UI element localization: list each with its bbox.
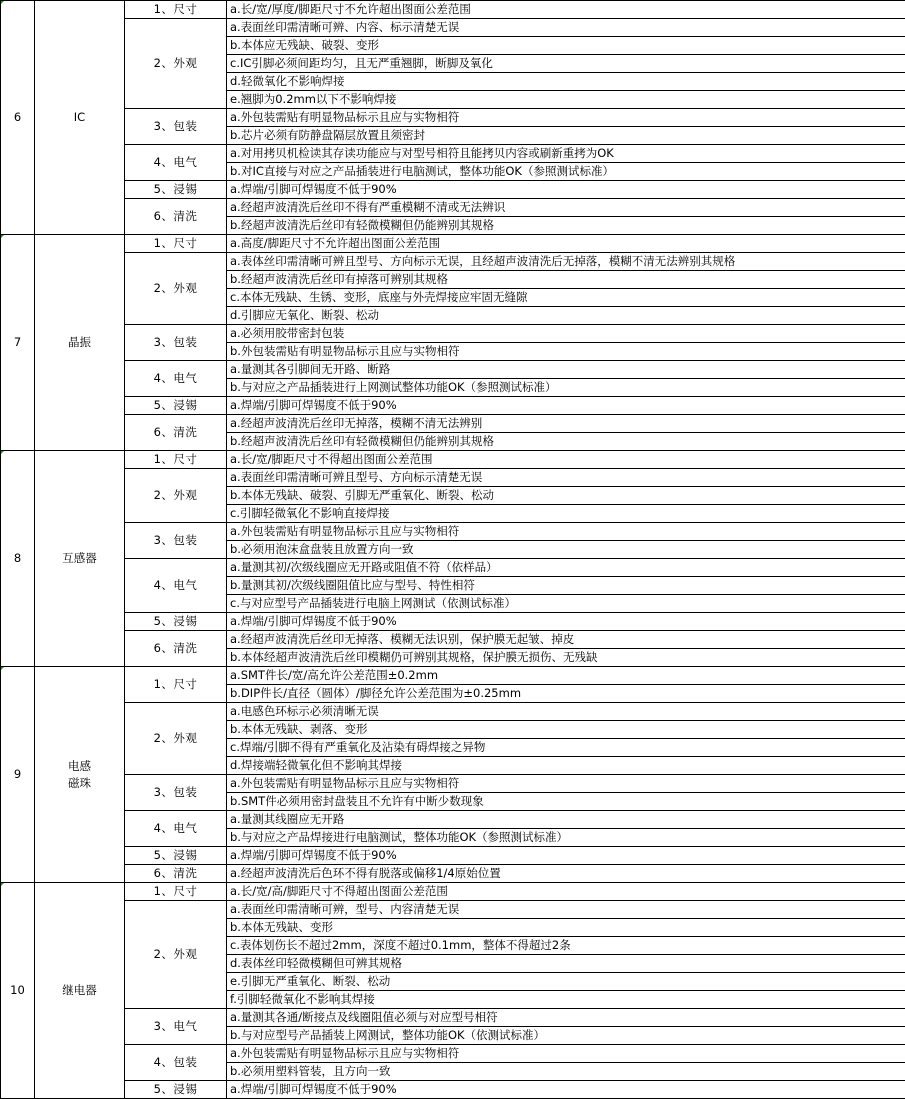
inspection-criterion: d.轻微氧化不影响焊接	[227, 73, 905, 91]
inspection-criterion: b.与对应型号产品插装上网测试，整体功能OK（依测试标准）	[227, 1027, 905, 1045]
inspection-criterion: a.外包装需贴有明显物品标示且应与实物相符	[227, 109, 905, 127]
table-row	[1, 703, 905, 721]
inspection-category: 1、尺寸	[125, 667, 227, 703]
inspection-category: 6、清洗	[125, 865, 227, 883]
table-row	[1, 901, 905, 919]
table-row	[1, 415, 905, 433]
table-row	[1, 469, 905, 487]
inspection-criterion: b.必须用塑料管装，且方向一致	[227, 1063, 905, 1081]
component-name	[35, 667, 125, 883]
inspection-category: 5、浸锡	[125, 613, 227, 631]
table-row	[1, 559, 905, 577]
component-name	[35, 883, 125, 1099]
item-number	[1, 1, 35, 235]
inspection-criterion: a.对用拷贝机检读其存读功能应与对型号相符且能拷贝内容或刷新重拷为OK	[227, 145, 905, 163]
item-number	[1, 667, 35, 883]
inspection-category: 6、清洗	[125, 631, 227, 667]
cell-marker-icon	[1, 667, 6, 672]
component-name	[35, 1, 125, 235]
inspection-criterion: b.经超声波清洗后丝印有轻微模糊但仍能辨别其规格	[227, 433, 905, 451]
inspection-category: 2、外观	[125, 901, 227, 1009]
inspection-criterion: a.焊端/引脚可焊锡度不低于90%	[227, 397, 905, 415]
inspection-criterion: a.外包装需贴有明显物品标示且应与实物相符	[227, 775, 905, 793]
inspection-criterion: f.引脚轻微氧化不影响其焊接	[227, 991, 905, 1009]
inspection-criterion: b.本体无残缺、剥落、变形	[227, 721, 905, 739]
inspection-category: 5、浸锡	[125, 1081, 227, 1099]
inspection-category: 4、包装	[125, 1045, 227, 1081]
inspection-criterion: b.与对应之产品焊接进行电脑测试，整体功能OK（参照测试标准）	[227, 829, 905, 847]
inspection-criterion: a.量测其各通/断接点及线圈阻值必须与对应型号相符	[227, 1009, 905, 1027]
component-name-label: 电感 磁珠	[68, 758, 91, 790]
inspection-criterion: b.本体经超声波清洗后丝印模糊仍可辨别其规格，保护膜无损伤、无残缺	[227, 649, 905, 667]
item-number	[1, 883, 35, 1099]
inspection-category: 5、浸锡	[125, 847, 227, 865]
inspection-criterion: a.焊端/引脚可焊锡度不低于90%	[227, 1081, 905, 1099]
table-row	[1, 811, 905, 829]
table-row	[1, 199, 905, 217]
inspection-category: 3、电气	[125, 1009, 227, 1045]
inspection-criterion: c.表体划伤长不超过2mm，深度不超过0.1mm，整体不得超过2条	[227, 937, 905, 955]
inspection-category: 4、电气	[125, 145, 227, 181]
cell-marker-icon	[1, 235, 6, 240]
inspection-criterion: a.电感色环标示必须清晰无误	[227, 703, 905, 721]
table-row	[1, 865, 905, 883]
table-row	[1, 361, 905, 379]
component-name-label: 继电器	[62, 983, 97, 997]
inspection-criterion: c.本体无残缺、生锈、变形，底座与外壳焊接应牢固无缝隙	[227, 289, 905, 307]
inspection-criterion: a.表面丝印需清晰可辨，型号、内容清楚无误	[227, 901, 905, 919]
inspection-criterion: e.引脚无严重氧化、断裂、松动	[227, 973, 905, 991]
inspection-criterion: a.量测其线圈应无开路	[227, 811, 905, 829]
table-row	[1, 253, 905, 271]
table-row	[1, 775, 905, 793]
inspection-criterion: d.引脚应无氧化、断裂、松动	[227, 307, 905, 325]
table-row	[1, 667, 905, 685]
table-row	[1, 109, 905, 127]
table-row	[1, 397, 905, 415]
inspection-criterion: b.外包装需贴有明显物品标示且应与实物相符	[227, 343, 905, 361]
inspection-criterion: b.对IC直接与对应之产品插装进行电脑测试，整体功能OK（参照测试标准）	[227, 163, 905, 181]
inspection-criterion: a.表面丝印需清晰可辨且型号、方向标示清楚无误	[227, 469, 905, 487]
inspection-criterion: b.经超声波清洗后丝印有轻微模糊但仍能辨别其规格	[227, 217, 905, 235]
inspection-category: 3、包装	[125, 109, 227, 145]
inspection-criterion: b.芯片必须有防静盘隔层放置且须密封	[227, 127, 905, 145]
component-name-label: IC	[73, 110, 86, 124]
table-row	[1, 883, 905, 901]
item-number	[1, 235, 35, 451]
inspection-category: 3、包装	[125, 775, 227, 811]
inspection-category: 2、外观	[125, 253, 227, 325]
inspection-criterion: b.本体无残缺、变形	[227, 919, 905, 937]
inspection-category: 6、清洗	[125, 199, 227, 235]
item-number-label: 6	[13, 110, 22, 124]
inspection-category: 3、包装	[125, 523, 227, 559]
inspection-category: 5、浸锡	[125, 181, 227, 199]
inspection-category: 2、外观	[125, 469, 227, 523]
inspection-criterion: a.外包装需贴有明显物品标示且应与实物相符	[227, 523, 905, 541]
table-row	[1, 181, 905, 199]
inspection-criterion: a.表面丝印需清晰可辨、内容、标示清楚无误	[227, 19, 905, 37]
inspection-criterion: b.DIP件长/直径（圆体）/脚径允许公差范围为±0.25mm	[227, 685, 905, 703]
inspection-criterion: d.焊接端轻微氧化但不影响其焊接	[227, 757, 905, 775]
item-number-label: 8	[13, 551, 22, 565]
table-row	[1, 1081, 905, 1099]
inspection-criterion: a.焊端/引脚可焊锡度不低于90%	[227, 613, 905, 631]
inspection-category: 1、尺寸	[125, 235, 227, 253]
inspection-criterion: a.经超声波清洗后色环不得有脱落或偏移1/4原始位置	[227, 865, 905, 883]
inspection-criterion: c.焊端/引脚不得有严重氧化及沾染有碍焊接之异物	[227, 739, 905, 757]
table-row	[1, 145, 905, 163]
inspection-criterion: a.量测其初/次级线圈应无开路或阻值不符（依样品）	[227, 559, 905, 577]
inspection-criterion: a.焊端/引脚可焊锡度不低于90%	[227, 181, 905, 199]
inspection-category: 2、外观	[125, 19, 227, 109]
inspection-criterion: a.长/宽/厚度/脚距尺寸不允许超出图面公差范围	[227, 1, 905, 19]
component-name-label: 晶振	[68, 335, 91, 349]
inspection-criterion: a.焊端/引脚可焊锡度不低于90%	[227, 847, 905, 865]
inspection-category: 1、尺寸	[125, 451, 227, 469]
table-row	[1, 523, 905, 541]
inspection-criterion: b.与对应之产品插装进行上网测试整体功能OK（参照测试标准）	[227, 379, 905, 397]
table-row	[1, 1009, 905, 1027]
table-row	[1, 235, 905, 253]
inspection-category: 5、浸锡	[125, 397, 227, 415]
inspection-criterion: a.SMT件长/宽/高允许公差范围±0.2mm	[227, 667, 905, 685]
table-row	[1, 451, 905, 469]
inspection-category: 3、包装	[125, 325, 227, 361]
inspection-criterion: b.量测其初/次级线圈阻值比应与型号、特性相符	[227, 577, 905, 595]
inspection-criterion: a.经超声波清洗后丝印不得有严重模糊不清或无法辨识	[227, 199, 905, 217]
table-body	[1, 1, 905, 1099]
inspection-criterion: a.外包装需贴有明显物品标示且应与实物相符	[227, 1045, 905, 1063]
component-name	[35, 235, 125, 451]
inspection-criterion: c.引脚轻微氧化不影响直接焊接	[227, 505, 905, 523]
cell-marker-icon	[1, 1, 6, 6]
inspection-criterion: b.SMT件必须用密封盘装且不允许有中断少数现象	[227, 793, 905, 811]
inspection-criterion: b.经超声波清洗后丝印有掉落可辨别其规格	[227, 271, 905, 289]
table-row	[1, 613, 905, 631]
table-row	[1, 325, 905, 343]
inspection-criterion: d.表体丝印轻微模糊但可辨其规格	[227, 955, 905, 973]
inspection-criterion: a.经超声波清洗后丝印无掉落、模糊无法识别，保护膜无起皱、掉皮	[227, 631, 905, 649]
table-row	[1, 1, 905, 19]
item-number-label: 7	[13, 335, 22, 349]
item-number	[1, 451, 35, 667]
component-name	[35, 451, 125, 667]
table-row	[1, 19, 905, 37]
item-number-label: 9	[13, 767, 22, 781]
inspection-criterion: c.IC引脚必须间距均匀，且无严重翘脚，断脚及氧化	[227, 55, 905, 73]
inspection-criterion: a.表体丝印需清晰可辨且型号、方向标示无误，且经超声波清洗后无掉落，模糊不清无法辨别其规格	[227, 253, 905, 271]
table-row	[1, 847, 905, 865]
table-row	[1, 631, 905, 649]
inspection-criterion: a.必须用胶带密封包装	[227, 325, 905, 343]
inspection-criterion: e.翘脚为0.2mm以下不影响焊接	[227, 91, 905, 109]
inspection-category: 1、尺寸	[125, 1, 227, 19]
inspection-criterion: a.量测其各引脚间无开路、断路	[227, 361, 905, 379]
inspection-criterion: b.必须用泡沫盒盘装且放置方向一致	[227, 541, 905, 559]
item-number-label: 10	[10, 983, 25, 997]
cell-marker-icon	[1, 451, 6, 456]
inspection-criterion: a.长/宽/高/脚距尺寸不得超出图面公差范围	[227, 883, 905, 901]
cell-marker-icon	[1, 883, 6, 888]
inspection-criterion: b.本体无残缺、破裂、引脚无严重氧化、断裂、松动	[227, 487, 905, 505]
inspection-criterion: b.本体应无残缺、破裂、变形	[227, 37, 905, 55]
inspection-category: 4、电气	[125, 811, 227, 847]
inspection-criterion: a.高度/脚距尺寸不允许超出图面公差范围	[227, 235, 905, 253]
table-row	[1, 1045, 905, 1063]
inspection-category: 4、电气	[125, 361, 227, 397]
inspection-category: 1、尺寸	[125, 883, 227, 901]
inspection-category: 6、清洗	[125, 415, 227, 451]
inspection-category: 4、电气	[125, 559, 227, 613]
inspection-criterion: a.经超声波清洗后丝印无掉落，模糊不清无法辨别	[227, 415, 905, 433]
inspection-criterion: a.长/宽/脚距尺寸不得超出图面公差范围	[227, 451, 905, 469]
inspection-category: 2、外观	[125, 703, 227, 775]
component-name-label: 互感器	[62, 551, 97, 565]
inspection-criterion: c.与对应型号产品插装进行电脑上网测试（依测试标准）	[227, 595, 905, 613]
